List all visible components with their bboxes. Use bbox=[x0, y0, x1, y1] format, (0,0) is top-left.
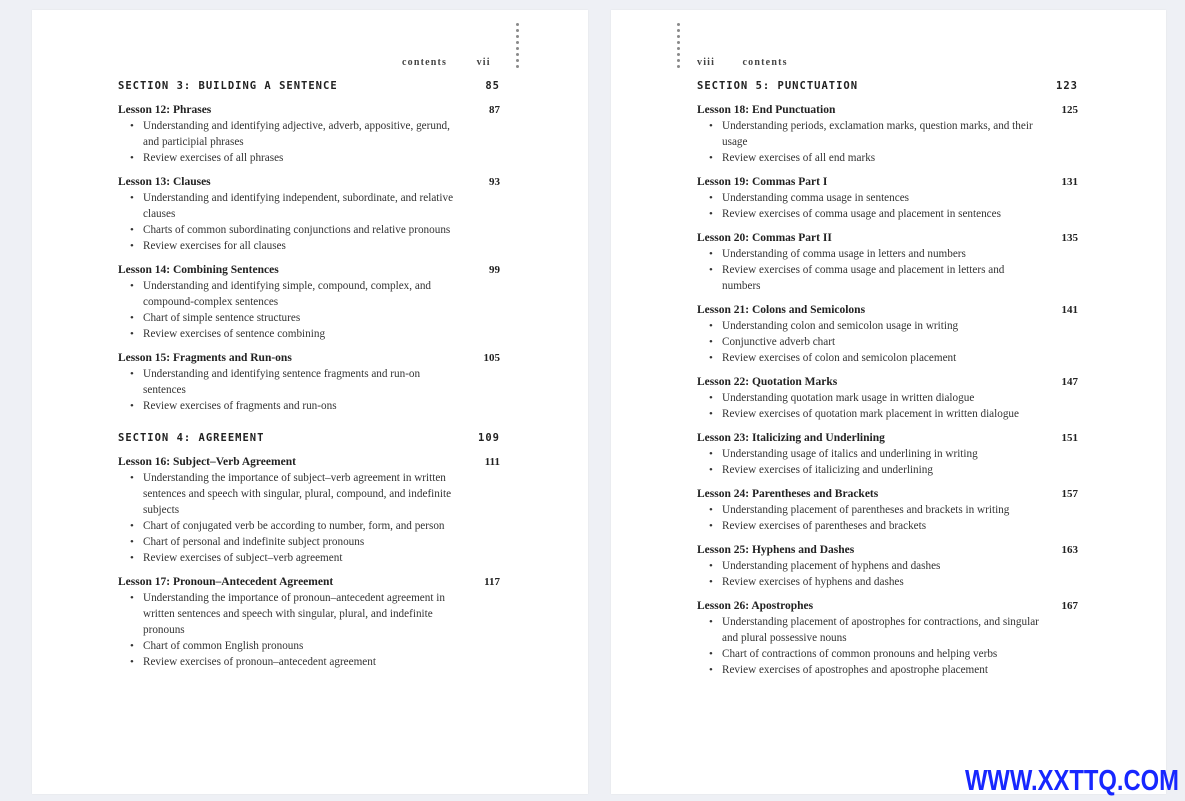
lesson-heading bbox=[118, 102, 500, 118]
bullet-item: • Understanding of comma usage in letters and numbers bbox=[707, 246, 1042, 262]
bullet-item: • Review exercises of fragments and run-ons bbox=[128, 398, 463, 414]
lesson-bullet-list bbox=[697, 502, 1078, 534]
lesson-bullet-list bbox=[697, 614, 1078, 678]
lesson-heading bbox=[697, 430, 1078, 446]
section-page-number: 123 bbox=[1056, 80, 1078, 92]
lesson-entry bbox=[697, 174, 1078, 222]
lesson-bullet-list bbox=[118, 190, 500, 254]
lesson-heading bbox=[697, 486, 1078, 502]
lesson-entry bbox=[697, 102, 1078, 166]
lesson-bullet-list bbox=[697, 246, 1078, 294]
lesson-page-number: 93 bbox=[489, 176, 500, 188]
lesson-heading bbox=[118, 454, 500, 470]
lesson-page-number: 99 bbox=[489, 264, 500, 276]
bullet-item: • Understanding and identifying adjective, adverb, appositive, gerund, and participial phrases bbox=[128, 118, 463, 150]
section-heading bbox=[118, 80, 500, 92]
running-head bbox=[697, 57, 788, 68]
lesson-bullet-list bbox=[118, 470, 500, 566]
bullet-item: • Understanding placement of hyphens and dashes bbox=[707, 558, 1042, 574]
lesson-title: Lesson 12: Phrases bbox=[118, 104, 212, 116]
section-heading bbox=[697, 80, 1078, 92]
lesson-title: Lesson 14: Combining Sentences bbox=[118, 264, 279, 276]
running-head bbox=[402, 57, 491, 68]
lesson-title: Lesson 26: Apostrophes bbox=[697, 600, 814, 612]
lesson-entry bbox=[697, 542, 1078, 590]
lesson-page-number: 87 bbox=[489, 104, 500, 116]
lesson-bullet-list bbox=[118, 590, 500, 670]
bullet-item: • Review exercises of sentence combining bbox=[128, 326, 463, 342]
lesson-page-number: 151 bbox=[1061, 432, 1078, 444]
lesson-page-number: 105 bbox=[483, 352, 500, 364]
lesson-heading bbox=[697, 374, 1078, 390]
lesson-entry bbox=[118, 454, 500, 566]
lesson-page-number: 111 bbox=[484, 456, 500, 468]
left-page bbox=[32, 10, 588, 794]
bullet-item: • Understanding placement of apostrophes for contractions, and singular and plural possessive nouns bbox=[707, 614, 1042, 646]
table-of-contents bbox=[118, 80, 500, 678]
lesson-bullet-list bbox=[118, 278, 500, 342]
bullet-item: • Review exercises of all end marks bbox=[707, 150, 1042, 166]
lesson-title: Lesson 19: Commas Part I bbox=[697, 176, 828, 188]
lesson-bullet-list bbox=[697, 118, 1078, 166]
lesson-bullet-list bbox=[697, 558, 1078, 590]
lesson-entry bbox=[697, 374, 1078, 422]
lesson-heading bbox=[697, 302, 1078, 318]
lesson-heading bbox=[118, 350, 500, 366]
bullet-item: • Chart of common English pronouns bbox=[128, 638, 463, 654]
bullet-item: • Understanding and identifying simple, compound, complex, and compound-complex sentences bbox=[128, 278, 463, 310]
bullet-item: • Understanding comma usage in sentences bbox=[707, 190, 1042, 206]
lesson-heading bbox=[697, 102, 1078, 118]
lesson-page-number: 117 bbox=[484, 576, 500, 588]
lesson-entry bbox=[697, 302, 1078, 366]
bullet-item: • Review exercises of comma usage and placement in sentences bbox=[707, 206, 1042, 222]
lesson-heading bbox=[697, 598, 1078, 614]
lesson-bullet-list bbox=[118, 366, 500, 414]
lesson-entry bbox=[697, 598, 1078, 678]
bullet-item: • Review exercises of quotation mark placement in written dialogue bbox=[707, 406, 1042, 422]
bullet-item: • Review exercises of colon and semicolon placement bbox=[707, 350, 1042, 366]
bullet-item: • Understanding usage of italics and underlining in writing bbox=[707, 446, 1042, 462]
lesson-page-number: 125 bbox=[1061, 104, 1078, 116]
bullet-item: • Chart of contractions of common pronouns and helping verbs bbox=[707, 646, 1042, 662]
lesson-title: Lesson 20: Commas Part II bbox=[697, 232, 832, 244]
section-title: SECTION 5: PUNCTUATION bbox=[697, 80, 859, 92]
section-title: SECTION 3: BUILDING A SENTENCE bbox=[118, 80, 338, 92]
lesson-entry bbox=[118, 574, 500, 670]
bullet-item: • Understanding the importance of pronoun–antecedent agreement in written sentences and speech with singular, plural, and indefinite pronouns bbox=[128, 590, 463, 638]
lesson-page-number: 167 bbox=[1061, 600, 1078, 612]
lesson-title: Lesson 17: Pronoun–Antecedent Agreement bbox=[118, 576, 334, 588]
lesson-page-number: 163 bbox=[1061, 544, 1078, 556]
lesson-title: Lesson 18: End Punctuation bbox=[697, 104, 836, 116]
lesson-page-number: 147 bbox=[1061, 376, 1078, 388]
lesson-heading bbox=[118, 262, 500, 278]
section-heading bbox=[118, 432, 500, 444]
running-head-label: contents bbox=[402, 57, 448, 68]
lesson-title: Lesson 22: Quotation Marks bbox=[697, 376, 838, 388]
right-page bbox=[611, 10, 1166, 794]
bullet-item: • Understanding quotation mark usage in written dialogue bbox=[707, 390, 1042, 406]
lesson-entry bbox=[118, 350, 500, 414]
lesson-page-number: 131 bbox=[1061, 176, 1078, 188]
bullet-item: • Understanding the importance of subject–verb agreement in written sentences and speech with singular, plural, compound, and indefinite subjects bbox=[128, 470, 463, 518]
bullet-item: • Review exercises of comma usage and placement in letters and numbers bbox=[707, 262, 1042, 294]
lesson-entry bbox=[118, 262, 500, 342]
bullet-item: • Review exercises of all phrases bbox=[128, 150, 463, 166]
bullet-item: • Review exercises of parentheses and brackets bbox=[707, 518, 1042, 534]
lesson-entry bbox=[697, 230, 1078, 294]
lesson-heading bbox=[118, 174, 500, 190]
section-title: SECTION 4: AGREEMENT bbox=[118, 432, 265, 444]
lesson-title: Lesson 25: Hyphens and Dashes bbox=[697, 544, 855, 556]
bullet-item: • Review exercises of apostrophes and apostrophe placement bbox=[707, 662, 1042, 678]
lesson-entry bbox=[697, 486, 1078, 534]
bullet-item: • Chart of conjugated verb be according to number, form, and person bbox=[128, 518, 463, 534]
lesson-title: Lesson 16: Subject–Verb Agreement bbox=[118, 456, 296, 468]
bullet-item: • Review exercises of italicizing and underlining bbox=[707, 462, 1042, 478]
bullet-item: • Understanding and identifying sentence fragments and run-on sentences bbox=[128, 366, 463, 398]
section-page-number: 85 bbox=[485, 80, 500, 92]
bullet-item: • Review exercises of hyphens and dashes bbox=[707, 574, 1042, 590]
lesson-page-number: 141 bbox=[1061, 304, 1078, 316]
decorative-dots-icon bbox=[677, 23, 681, 68]
page-number: vii bbox=[476, 57, 491, 68]
lesson-title: Lesson 21: Colons and Semicolons bbox=[697, 304, 866, 316]
page-number: viii bbox=[697, 57, 716, 68]
bullet-item: • Conjunctive adverb chart bbox=[707, 334, 1042, 350]
lesson-heading bbox=[697, 174, 1078, 190]
lesson-page-number: 157 bbox=[1061, 488, 1078, 500]
lesson-entry bbox=[118, 174, 500, 254]
lesson-title: Lesson 24: Parentheses and Brackets bbox=[697, 488, 879, 500]
section-page-number: 109 bbox=[478, 432, 500, 444]
lesson-title: Lesson 23: Italicizing and Underlining bbox=[697, 432, 885, 444]
running-head-label: contents bbox=[742, 57, 788, 68]
lesson-bullet-list bbox=[697, 318, 1078, 366]
lesson-entry bbox=[697, 430, 1078, 478]
bullet-item: • Understanding placement of parentheses and brackets in writing bbox=[707, 502, 1042, 518]
lesson-heading bbox=[118, 574, 500, 590]
bullet-item: • Chart of simple sentence structures bbox=[128, 310, 463, 326]
bullet-item: • Understanding and identifying independent, subordinate, and relative clauses bbox=[128, 190, 463, 222]
watermark: WWW.XXTTQ.COM bbox=[965, 765, 1179, 797]
lesson-title: Lesson 13: Clauses bbox=[118, 176, 211, 188]
bullet-item: • Review exercises of pronoun–antecedent agreement bbox=[128, 654, 463, 670]
table-of-contents bbox=[697, 80, 1078, 686]
lesson-heading bbox=[697, 542, 1078, 558]
lesson-page-number: 135 bbox=[1061, 232, 1078, 244]
bullet-item: • Understanding periods, exclamation marks, question marks, and their usage bbox=[707, 118, 1042, 150]
lesson-heading bbox=[697, 230, 1078, 246]
bullet-item: • Charts of common subordinating conjunctions and relative pronouns bbox=[128, 222, 463, 238]
bullet-item: • Review exercises for all clauses bbox=[128, 238, 463, 254]
lesson-title: Lesson 15: Fragments and Run-ons bbox=[118, 352, 292, 364]
bullet-item: • Understanding colon and semicolon usage in writing bbox=[707, 318, 1042, 334]
lesson-entry bbox=[118, 102, 500, 166]
lesson-bullet-list bbox=[118, 118, 500, 166]
bullet-item: • Chart of personal and indefinite subject pronouns bbox=[128, 534, 463, 550]
lesson-bullet-list bbox=[697, 446, 1078, 478]
bullet-item: • Review exercises of subject–verb agreement bbox=[128, 550, 463, 566]
lesson-bullet-list bbox=[697, 390, 1078, 422]
lesson-bullet-list bbox=[697, 190, 1078, 222]
decorative-dots-icon bbox=[516, 23, 520, 68]
